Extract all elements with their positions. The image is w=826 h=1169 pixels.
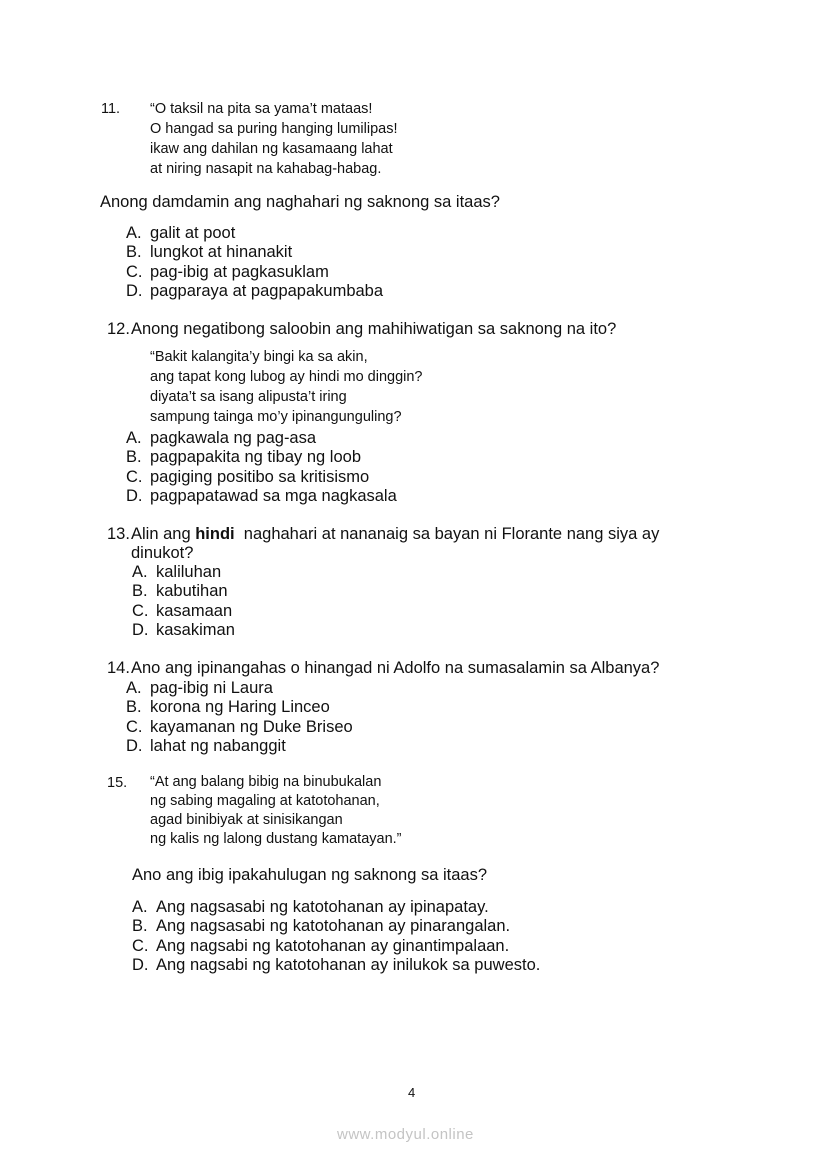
q13-number: 13. <box>107 525 130 543</box>
poem-line: diyata’t sa isang alipusta’t iring <box>150 389 347 405</box>
q13-question: Alin ang hindi naghahari at nananaig sa bayan ni Florante nang siya ay <box>131 525 660 543</box>
option-c: C. Ang nagsabi ng katotohanan ay ginantimpalaan. <box>132 936 510 955</box>
poem-line: sampung tainga mo’y ipinangunguling? <box>150 409 402 425</box>
option-a: A. pagkawala ng pag-asa <box>126 429 317 447</box>
poem-line: ikaw ang dahilan ng kasamaang lahat <box>150 141 393 157</box>
option-d: D. Ang nagsabi ng katotohanan ay inilukok sa puwesto. <box>132 955 541 974</box>
option-a: A. galit at poot <box>126 224 236 242</box>
q15-question: Ano ang ibig ipakahulugan ng saknong sa itaas? <box>132 866 488 884</box>
q12-options <box>126 429 397 506</box>
q14-number: 14. <box>107 659 130 677</box>
q11-options <box>126 224 383 301</box>
q14-options <box>126 679 353 756</box>
poem-line: ang tapat kong lubog ay hindi mo dinggin? <box>150 369 423 385</box>
watermark: www.modyul.online <box>337 1126 474 1143</box>
q15-number: 15. <box>107 775 128 791</box>
q12-poem <box>150 347 422 427</box>
poem-line: “At ang balang bibig na binubukalan <box>150 774 382 790</box>
q13-question-continued: dinukot? <box>131 544 194 562</box>
option-c: C. kayamanan ng Duke Briseo <box>126 717 353 736</box>
poem-line: ng kalis ng lalong dustang kamatayan.” <box>150 831 402 847</box>
q11-question: Anong damdamin ang naghahari ng saknong sa itaas? <box>100 193 500 211</box>
option-b: B. pagpapakita ng tibay ng loob <box>126 448 362 467</box>
poem-line: ng sabing magaling at katotohanan, <box>150 793 380 809</box>
poem-line: agad binibiyak at sinisikangan <box>150 812 343 828</box>
q11-poem <box>150 99 397 179</box>
option-b: B. kabutihan <box>132 582 228 601</box>
emphasis: hindi <box>195 525 235 543</box>
q11-number: 11. <box>101 101 121 117</box>
option-d: D. lahat ng nabanggit <box>126 736 286 755</box>
option-d: D. pagpapatawad sa mga nagkasala <box>126 486 397 505</box>
poem-line: “O taksil na pita sa yama’t mataas! <box>150 101 373 117</box>
option-a: A. pag-ibig ni Laura <box>126 679 273 697</box>
option-c: C. kasamaan <box>132 601 233 620</box>
q15-poem <box>150 773 402 849</box>
option-b: B. Ang nagsasabi ng katotohanan ay pinarangalan. <box>132 917 511 936</box>
option-c: C. pag-ibig at pagkasuklam <box>126 262 329 281</box>
option-c: C. pagiging positibo sa kritisismo <box>126 467 370 486</box>
option-d: D. pagparaya at pagpapakumbaba <box>126 281 384 300</box>
option-b: B. lungkot at hinanakit <box>126 243 293 262</box>
q12-question: Anong negatibong saloobin ang mahihiwatigan sa saknong na ito? <box>131 320 617 338</box>
option-a: A. Ang nagsasabi ng katotohanan ay ipinapatay. <box>132 898 489 916</box>
page-number: 4 <box>408 1085 416 1100</box>
option-a: A. kaliluhan <box>132 563 222 581</box>
poem-line: “Bakit kalangita’y bingi ka sa akin, <box>150 349 368 365</box>
poem-line: O hangad sa puring hanging lumilipas! <box>150 121 398 137</box>
q14-question: Ano ang ipinangahas o hinangad ni Adolfo na sumasalamin sa Albanya? <box>131 659 660 677</box>
poem-line: at niring nasapit na kahabag-habag. <box>150 161 382 177</box>
q12-number: 12. <box>107 320 130 338</box>
option-b: B. korona ng Haring Linceo <box>126 698 330 717</box>
q13-options <box>132 563 235 640</box>
q15-options <box>132 898 540 975</box>
option-d: D. kasakiman <box>132 620 235 639</box>
